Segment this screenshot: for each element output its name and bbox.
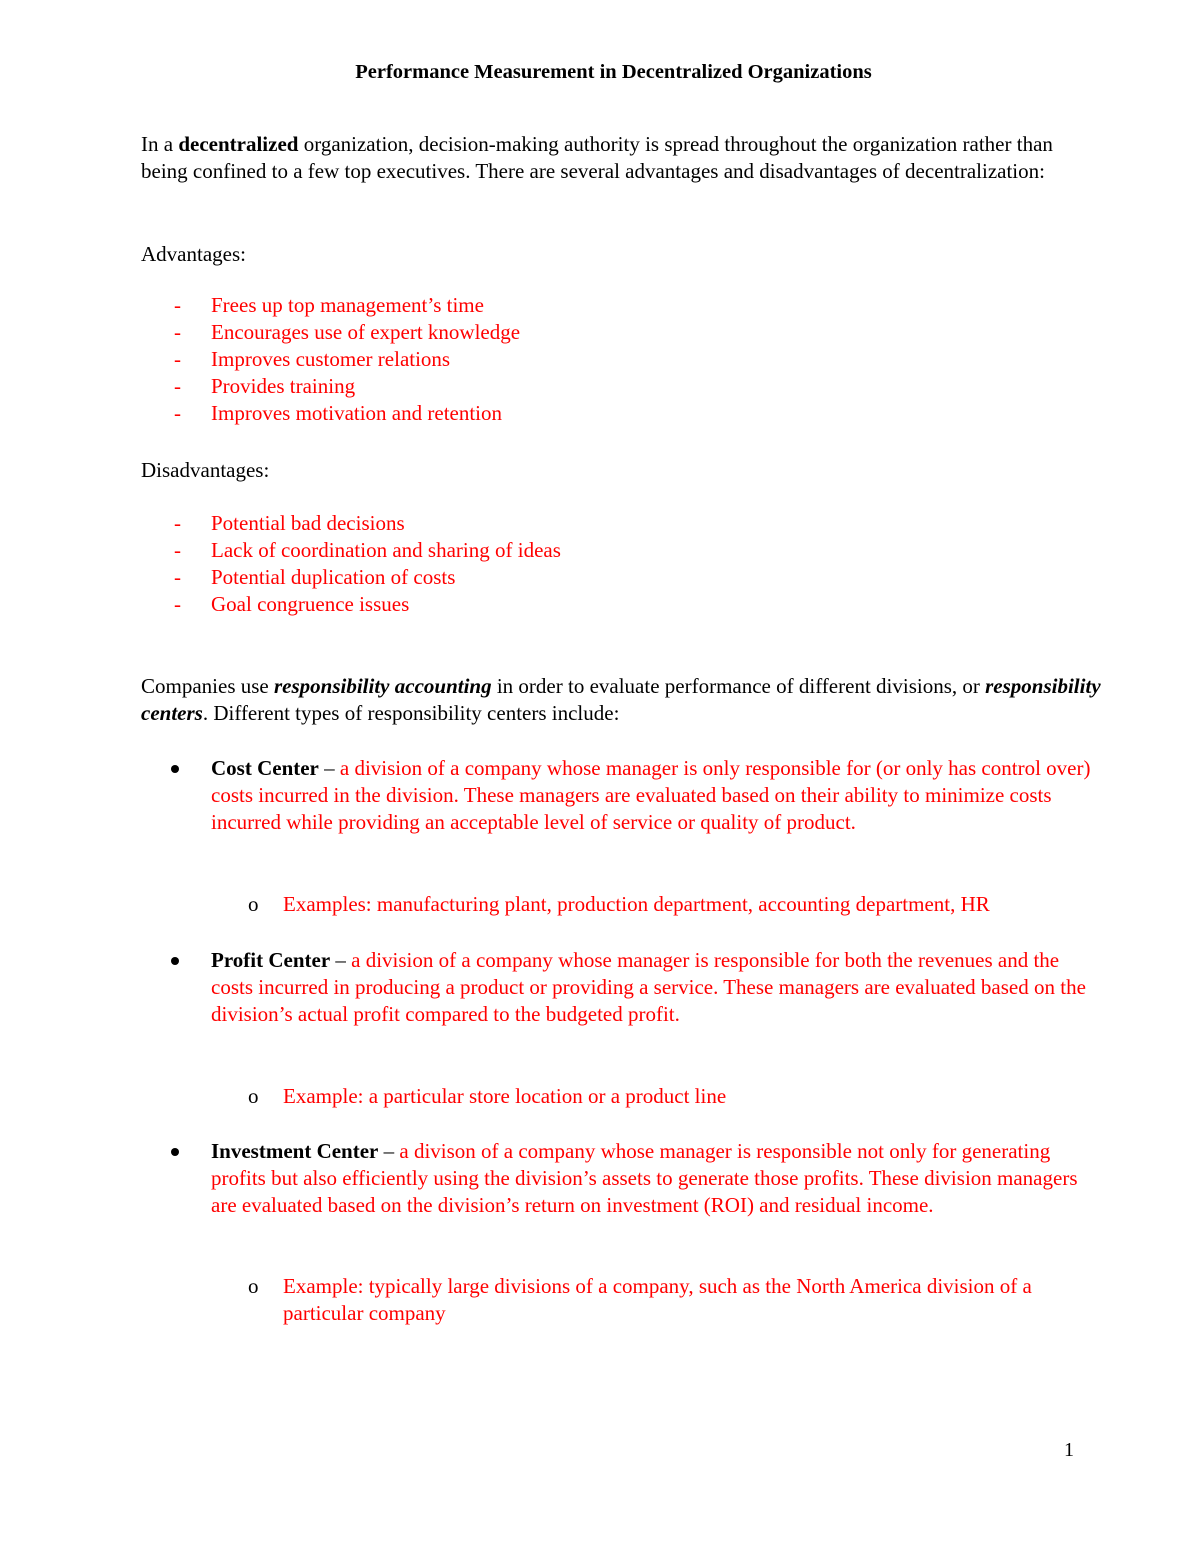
disadvantage-text: Lack of coordination and sharing of ideas [211, 538, 561, 562]
center-separator: – [318, 756, 340, 780]
disadvantage-text: Potential duplication of costs [211, 565, 456, 589]
intro-before: In a [141, 132, 179, 156]
bullet-icon [171, 1148, 179, 1156]
advantage-text: Encourages use of expert knowledge [211, 320, 521, 344]
center-separator: – [378, 1139, 400, 1163]
disadvantages-list [174, 510, 561, 618]
dash-marker: - [174, 320, 181, 344]
center-description: a division of a company whose manager is responsible for both the revenues and the costs incurred in producing a product or providing a service. These managers are evaluated based on the division’s actual profit compared to the budgeted profit. [211, 948, 1086, 1026]
disadvantages-heading: Disadvantages: [141, 458, 270, 482]
profit-center-bullet [211, 947, 1091, 1028]
dash-marker: - [174, 565, 181, 589]
dash-marker: - [174, 401, 181, 425]
list-item [174, 591, 561, 618]
dash-marker: - [174, 538, 181, 562]
intro-paragraph [141, 131, 1091, 185]
advantages-heading: Advantages: [141, 242, 246, 266]
center-separator: – [330, 948, 352, 972]
disadvantage-text: Goal congruence issues [211, 592, 410, 616]
resp-term-centers: responsibility centers [141, 674, 1101, 725]
advantage-text: Frees up top management’s time [211, 293, 484, 317]
dash-marker: - [174, 374, 181, 398]
list-item [174, 292, 520, 319]
example-text: Example: a particular store location or a product line [283, 1084, 727, 1108]
advantages-list [174, 292, 520, 427]
center-name: Cost Center [211, 756, 319, 780]
dash-marker: - [174, 293, 181, 317]
bullet-icon [171, 957, 179, 965]
center-name: Investment Center [211, 1139, 379, 1163]
intro-bold-term: decentralized [178, 132, 299, 156]
center-name: Profit Center [211, 948, 331, 972]
document-title: Performance Measurement in Decentralized Organizations [355, 61, 872, 83]
list-item [174, 346, 520, 373]
bullet-icon [171, 765, 179, 773]
resp-text-3: . Different types of responsibility centers include: [202, 701, 620, 725]
dash-marker: - [174, 511, 181, 535]
advantage-text: Improves customer relations [211, 347, 451, 371]
list-item [174, 400, 520, 427]
advantage-text: Provides training [211, 374, 356, 398]
dash-marker: - [174, 592, 181, 616]
advantage-text: Improves motivation and retention [211, 401, 503, 425]
center-description: a divison of a company whose manager is responsible not only for generating profits but also efficiently using the division’s assets to generate those profits. These division managers are evaluated based on the division’s return on investment (ROI) and residual income. [211, 1139, 1078, 1217]
page-number: 1 [1064, 1439, 1074, 1461]
list-item [174, 510, 561, 537]
example-text: Examples: manufacturing plant, production department, accounting department, HR [283, 892, 990, 916]
list-item [174, 564, 561, 591]
sub-bullet-icon: o [248, 1084, 259, 1108]
sub-bullet-icon: o [248, 892, 259, 916]
resp-text-1: Companies use [141, 674, 274, 698]
example-text: Example: typically large divisions of a company, such as the North America division of a particular company [283, 1274, 1032, 1325]
disadvantage-text: Potential bad decisions [211, 511, 405, 535]
investment-center-bullet [211, 1138, 1091, 1219]
list-item [174, 537, 561, 564]
sub-bullet-icon: o [248, 1274, 259, 1298]
list-item [174, 373, 520, 400]
responsibility-paragraph [141, 673, 1101, 727]
center-description: a division of a company whose manager is only responsible for (or only has control over) costs incurred in the division. These managers are evaluated based on their ability to minimize costs incurred while providing an acceptable level of service or quality of product. [211, 756, 1091, 834]
cost-center-bullet [211, 755, 1091, 836]
list-item [174, 319, 520, 346]
intro-after: organization, decision-making authority is spread throughout the organization rather than being confined to a few top executives. There are several advantages and disadvantages of decentralization: [141, 132, 1053, 183]
resp-text-2: in order to evaluate performance of different divisions, or [491, 674, 986, 698]
resp-term-accounting: responsibility accounting [273, 674, 492, 698]
dash-marker: - [174, 347, 181, 371]
